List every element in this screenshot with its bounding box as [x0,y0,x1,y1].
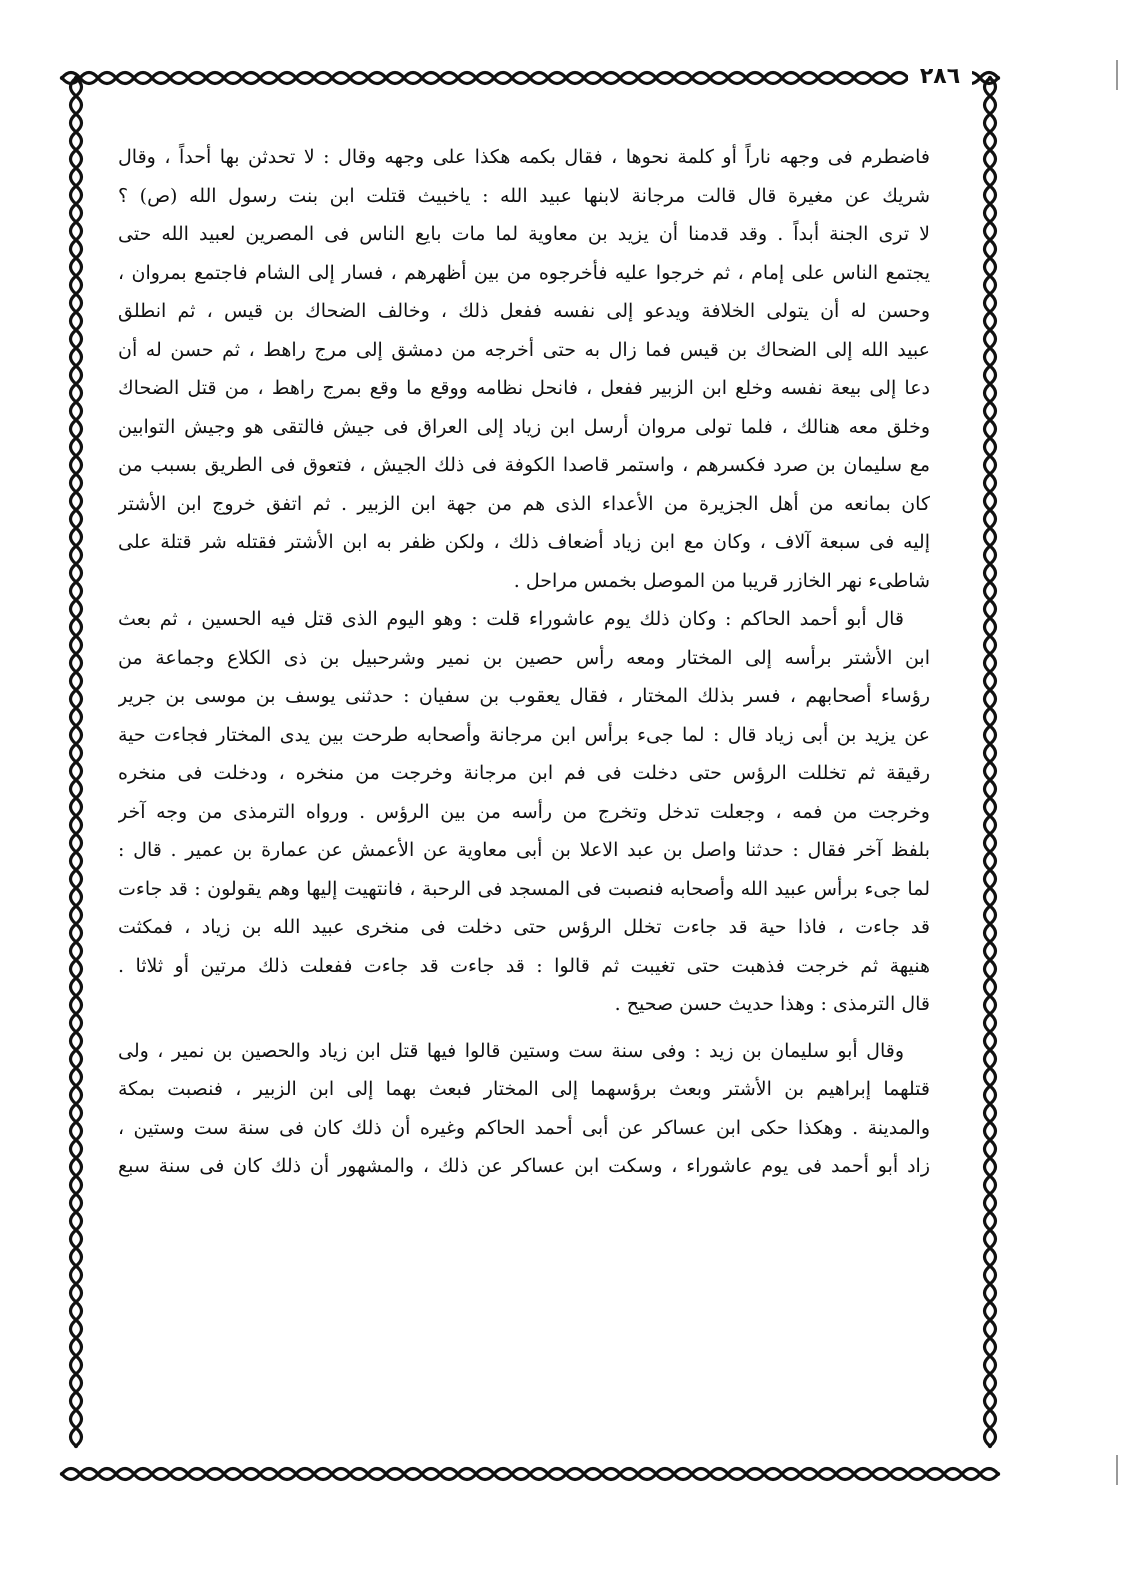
text-line: إليه فى سبعة آلاف ، وكان مع ابن زياد أضعاف ذلك ، ولكن ظفر به ابن الأشتر فقتله شر قتلة على [118,531,930,553]
text-line: مع سليمان بن صرد فكسرهم ، واستمر قاصدا الكوفة فى ذلك الجيش ، فتعوق فى الطريق بسبب من [118,454,930,476]
text-line: يجتمع الناس على إمام ، ثم خرجوا عليه فأخرجوه من بين أظهرهم ، فسار إلى الشام فاجتمع بمروان ، [118,261,930,284]
page-text [118,138,930,1468]
text-line: زاد أبو أحمد فى يوم عاشوراء ، وسكت ابن عساكر عن ذلك ، والمشهور أن ذلك كان فى سنة سبع [118,1155,930,1177]
border-bottom-chain [60,1469,1000,1480]
text-line: قال الترمذى : وهذا حديث حسن صحيح . [614,993,930,1015]
text-line: قال أبو أحمد الحاكم : وكان ذلك يوم عاشوراء قلت : وهو اليوم الذى قتل فيه الحسين ، ثم بعث [118,608,904,630]
text-line: وقال أبو سليمان بن زيد : وفى سنة ست وستين قالوا فيها قتل ابن زياد والحصين بن نمير ، ولى [118,1039,904,1062]
text-line: ابن الأشتر برأسه إلى المختار ومعه رأس حصين بن نمير وشرحبيل بن ذى الكلاع وجماعة من [118,646,930,669]
page-number: ٢٨٦ [908,62,972,92]
text-line: لما جىء برأس عبيد الله وأصحابه فنصبت فى المسجد فى الرحبة ، فانتهيت إليها وهم يقولون : قد جاءت [118,877,930,900]
text-line: وحسن له أن يتولى الخلافة ويدعو إلى نفسه ففعل ذلك ، وخالف الضحاك بن قيس ، ثم انطلق [118,300,930,322]
text-line: عبيد الله إلى الضحاك بن قيس فما زال به حتى أخرجه من دمشق إلى مرج راهط ، ثم حسن له أن [118,338,930,361]
text-line: عن يزيد بن أبى زياد قال : لما جىء برأس ابن مرجانة وأصحابه طرحت بين يدى المختار فجاءت حية [118,723,930,746]
text-line: لا ترى الجنة أبداً . وقد قدمنا أن يزيد بن معاوية لما مات بايع الناس فى المصرين لعبيد الله حتى [118,223,930,245]
text-line: فاضطرم فى وجهه ناراً أو كلمة نحوها ، فقال بكمه هكذا على وجهه وقال : لا تحدثن بها أحداً ، وقال [118,146,930,168]
text-line: وخرجت من فمه ، وجعلت تدخل وتخرج من رأسه من بين الرؤس . ورواه الترمذى من وجه آخر [118,800,930,823]
border-right-chain [985,76,996,1448]
text-line: وخلق معه هنالك ، فلما تولى مروان أرسل ابن زياد إلى العراق فى جيش فالتقى هو وجيش التوابين [118,415,930,438]
text-line: والمدينة . وهكذا حكى ابن عساكر عن أبى أحمد الحاكم وغيره أن ذلك كان فى سنة ست وستين ، [118,1116,930,1139]
text-line: دعا إلى بيعة نفسه وخلع ابن الزبير ففعل ، فانحل نظامه ووقع ما وقع بمرج راهط ، من قتل الضحاك [118,377,930,399]
text-line: هنيهة ثم خرجت فذهبت حتى تغيبت ثم قالوا : قد جاءت قد جاءت ففعلت ذلك مرتين أو ثلاثا . [118,954,930,977]
text-line: قد جاءت ، فاذا حية قد جاءت تخلل الرؤس حتى دخلت فى منخرى عبيد الله بن زياد ، فمكثت [118,916,930,938]
text-line: رقيقة ثم تخللت الرؤس حتى دخلت فى فم ابن مرجانة وخرجت من منخره ، ودخلت فى منخره [118,762,930,784]
scan-edge-mark [1116,1455,1118,1485]
text-line: قتلهما إبراهيم بن الأشتر وبعث برؤسهما إلى المختار فبعث بهما إلى ابن الزبير ، فنصبت بمكة [118,1078,930,1100]
border-top-chain [60,73,1000,84]
text-line: شريك عن مغيرة قال قالت مرجانة لابنها عبيد الله : ياخبيث قتلت ابن بنت رسول الله (ص) ؟ [118,184,930,207]
text-line: رؤساء أصحابهم ، فسر بذلك المختار ، فقال يعقوب بن سفيان : حدثنى يوسف بن موسى بن جرير [118,685,930,707]
text-line: بلفظ آخر فقال : حدثنا واصل بن عبد الاعلا بن أبى معاوية عن الأعمش عن عمارة بن عمير . قال : [118,839,930,861]
scan-edge-mark [1116,60,1118,90]
border-left-chain [71,76,82,1448]
text-line: شاطىء نهر الخازر قريبا من الموصل بخمس مراحل . [513,569,930,592]
text-line: كان بمانعه من أهل الجزيرة من الأعداء الذى هم من جهة ابن الزبير . ثم اتفق خروج ابن الأشتر [118,492,930,515]
